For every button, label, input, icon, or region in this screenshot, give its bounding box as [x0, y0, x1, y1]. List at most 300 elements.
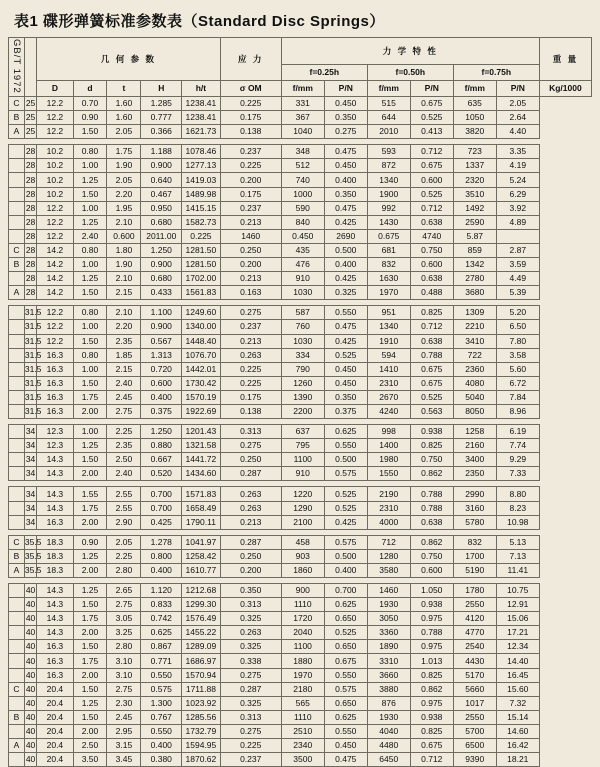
- cell-p1: 1860: [281, 563, 324, 577]
- cell-p1: 910: [281, 272, 324, 286]
- cell-h-over-t: 1.100: [141, 306, 182, 320]
- cell-h-over-t: 1.300: [141, 696, 182, 710]
- cell-weight: 14.40: [496, 654, 539, 668]
- cell-d: 10.2: [37, 173, 73, 187]
- row-group-label: [9, 467, 25, 481]
- cell-p2: 1340: [367, 173, 410, 187]
- cell-weight: 3.35: [496, 145, 539, 159]
- cell-H: 2.50: [107, 453, 141, 467]
- cell-sigma: 1621.73: [182, 125, 220, 139]
- cell-h-over-t: 0.567: [141, 334, 182, 348]
- cell-D: 31.5: [24, 320, 36, 334]
- cell-f3: 0.712: [410, 201, 453, 215]
- cell-f2: 2690: [324, 229, 367, 243]
- cell-f2: 0.475: [324, 320, 367, 334]
- row-group-label: A: [9, 125, 25, 139]
- cell-H: 1.95: [107, 201, 141, 215]
- cell-p1: 476: [281, 258, 324, 272]
- cell-p1: 1030: [281, 286, 324, 300]
- cell-sigma: 1434.60: [182, 467, 220, 481]
- cell-f1: 0.225: [220, 159, 281, 173]
- cell-f3: 0.712: [410, 145, 453, 159]
- cell-h-over-t: 1.188: [141, 145, 182, 159]
- cell-p1: 2510: [281, 724, 324, 738]
- cell-f2: 0.400: [324, 258, 367, 272]
- row-group-label: C: [9, 97, 25, 111]
- cell-sigma: 1258.42: [182, 549, 220, 563]
- cell-t: 0.80: [73, 348, 107, 362]
- cell-d: 14.3: [37, 612, 73, 626]
- cell-t: 1.75: [73, 612, 107, 626]
- cell-f3: 0.788: [410, 501, 453, 515]
- cell-f1: 0.225: [220, 97, 281, 111]
- cell-t: 0.70: [73, 97, 107, 111]
- cell-p1: 1100: [281, 453, 324, 467]
- cell-h-over-t: 0.777: [141, 111, 182, 125]
- col-p1: P/N: [324, 81, 367, 97]
- cell-H: 2.05: [107, 535, 141, 549]
- cell-d: 10.2: [37, 187, 73, 201]
- cell-p2: 1550: [367, 467, 410, 481]
- cell-weight: 8.96: [496, 404, 539, 418]
- cell-weight: 2.64: [496, 111, 539, 125]
- table-row: [9, 563, 592, 577]
- cell-f3: 0.975: [410, 696, 453, 710]
- cell-H: 2.40: [107, 376, 141, 390]
- cell-f2: 0.525: [324, 348, 367, 362]
- col-d: d: [73, 81, 107, 97]
- table-row: [9, 515, 592, 529]
- cell-p3: 5190: [453, 563, 496, 577]
- cell-p3: 1780: [453, 584, 496, 598]
- cell-weight: [496, 229, 539, 243]
- cell-p2: 876: [367, 696, 410, 710]
- cell-d: 12.2: [37, 320, 73, 334]
- col-D: D: [37, 81, 73, 97]
- cell-p2: 593: [367, 145, 410, 159]
- cell-f1: 0.275: [220, 439, 281, 453]
- cell-h-over-t: 0.950: [141, 201, 182, 215]
- cell-p3: 1337: [453, 159, 496, 173]
- cell-H: 2.65: [107, 584, 141, 598]
- cell-d: 20.4: [37, 682, 73, 696]
- row-group-label: [9, 173, 25, 187]
- row-group-label: [9, 376, 25, 390]
- cell-sigma: 1489.98: [182, 187, 220, 201]
- cell-H: 2.35: [107, 439, 141, 453]
- cell-p1: 1110: [281, 710, 324, 724]
- cell-p1: 760: [281, 320, 324, 334]
- cell-D: 40: [24, 654, 36, 668]
- cell-f1: 0.138: [220, 125, 281, 139]
- cell-p3: 1017: [453, 696, 496, 710]
- cell-t: 1.50: [73, 376, 107, 390]
- table-row: [9, 487, 592, 501]
- cell-p2: 3310: [367, 654, 410, 668]
- table-row: [9, 376, 592, 390]
- cell-d: 20.4: [37, 710, 73, 724]
- cell-d: 16.3: [37, 348, 73, 362]
- cell-d: 16.3: [37, 640, 73, 654]
- table-row: [9, 111, 592, 125]
- group-col-header: [24, 38, 36, 97]
- row-group-label: [9, 654, 25, 668]
- cell-p1: 348: [281, 145, 324, 159]
- cell-H: 2.40: [107, 467, 141, 481]
- cell-h-over-t: 0.700: [141, 501, 182, 515]
- cell-weight: 3.59: [496, 258, 539, 272]
- row-group-label: [9, 362, 25, 376]
- cell-p2: 951: [367, 306, 410, 320]
- row-group-label: [9, 453, 25, 467]
- cell-sigma: 1570.19: [182, 390, 220, 404]
- cell-t: 0.90: [73, 535, 107, 549]
- cell-p1: 458: [281, 535, 324, 549]
- cell-f2: 0.450: [324, 739, 367, 753]
- cell-h-over-t: 1.250: [141, 425, 182, 439]
- cell-f3: 0.675: [410, 362, 453, 376]
- cell-t: 1.55: [73, 487, 107, 501]
- cell-h-over-t: 1.313: [141, 348, 182, 362]
- table-row: [9, 501, 592, 515]
- cell-p1: 1040: [281, 125, 324, 139]
- cell-sigma: 1594.95: [182, 739, 220, 753]
- cell-f2: 0.625: [324, 425, 367, 439]
- row-group-label: A: [9, 563, 25, 577]
- cell-f1: 0.338: [220, 654, 281, 668]
- cell-D: 28: [24, 173, 36, 187]
- cell-p3: 1492: [453, 201, 496, 215]
- cell-t: 2.40: [73, 229, 107, 243]
- cell-d: 14.3: [37, 598, 73, 612]
- cell-H: 2.45: [107, 710, 141, 724]
- cell-t: 2.00: [73, 724, 107, 738]
- cell-p3: 2360: [453, 362, 496, 376]
- cell-f3: 0.825: [410, 306, 453, 320]
- cell-D: 31.5: [24, 404, 36, 418]
- cell-h-over-t: 0.700: [141, 487, 182, 501]
- cell-H: 1.90: [107, 258, 141, 272]
- row-group-label: [9, 487, 25, 501]
- cell-H: 2.10: [107, 215, 141, 229]
- cell-D: 40: [24, 696, 36, 710]
- cell-H: 2.55: [107, 487, 141, 501]
- cell-p3: 5040: [453, 390, 496, 404]
- cell-f2: 0.625: [324, 598, 367, 612]
- load-025-header: f=0.25h: [281, 65, 367, 81]
- col-H: H: [141, 81, 182, 97]
- cell-d: 14.3: [37, 584, 73, 598]
- cell-D: 34: [24, 439, 36, 453]
- cell-p1: 1880: [281, 654, 324, 668]
- cell-d: 12.2: [37, 125, 73, 139]
- cell-D: 40: [24, 710, 36, 724]
- cell-p2: 1980: [367, 453, 410, 467]
- cell-t: 1.25: [73, 439, 107, 453]
- cell-H: 3.45: [107, 753, 141, 767]
- cell-d: 20.4: [37, 739, 73, 753]
- cell-weight: 7.80: [496, 334, 539, 348]
- stress-header: 应 力: [220, 38, 281, 81]
- table-row: [9, 159, 592, 173]
- table-row: [9, 425, 592, 439]
- cell-D: 31.5: [24, 390, 36, 404]
- table-row: [9, 215, 592, 229]
- cell-p2: 3360: [367, 626, 410, 640]
- cell-d: 18.3: [37, 549, 73, 563]
- cell-p3: 3680: [453, 286, 496, 300]
- cell-weight: 7.13: [496, 549, 539, 563]
- cell-d: 18.3: [37, 535, 73, 549]
- cell-f1: 0.287: [220, 467, 281, 481]
- cell-p3: 2550: [453, 710, 496, 724]
- cell-p2: 1280: [367, 549, 410, 563]
- cell-f2: 0.650: [324, 696, 367, 710]
- cell-d: 14.3: [37, 501, 73, 515]
- cell-p1: 2040: [281, 626, 324, 640]
- cell-sigma: 1076.70: [182, 348, 220, 362]
- cell-H: 2.25: [107, 549, 141, 563]
- cell-f2: 0.625: [324, 710, 367, 724]
- cell-p1: 334: [281, 348, 324, 362]
- cell-f2: 0.425: [324, 272, 367, 286]
- cell-weight: 3.92: [496, 201, 539, 215]
- cell-H: 1.60: [107, 111, 141, 125]
- cell-p1: 637: [281, 425, 324, 439]
- cell-h-over-t: 0.900: [141, 258, 182, 272]
- cell-t: 1.25: [73, 272, 107, 286]
- cell-t: 0.80: [73, 243, 107, 257]
- table-row: [9, 612, 592, 626]
- table-row: [9, 258, 592, 272]
- cell-weight: 10.98: [496, 515, 539, 529]
- cell-sigma: 1277.13: [182, 159, 220, 173]
- cell-f2: 0.575: [324, 535, 367, 549]
- row-group-label: [9, 404, 25, 418]
- cell-p1: 900: [281, 584, 324, 598]
- cell-p2: 515: [367, 97, 410, 111]
- cell-f2: 0.450: [324, 376, 367, 390]
- row-group-label: C: [9, 535, 25, 549]
- cell-f2: 0.475: [324, 201, 367, 215]
- cell-d: 16.3: [37, 654, 73, 668]
- cell-sigma: 1281.50: [182, 243, 220, 257]
- cell-H: 2.10: [107, 306, 141, 320]
- cell-p1: 2100: [281, 515, 324, 529]
- cell-p3: 8050: [453, 404, 496, 418]
- cell-H: 2.15: [107, 362, 141, 376]
- cell-t: 1.00: [73, 320, 107, 334]
- cell-h-over-t: 2011.00: [141, 229, 182, 243]
- cell-p3: 5780: [453, 515, 496, 529]
- table-row: [9, 145, 592, 159]
- cell-H: 2.10: [107, 272, 141, 286]
- cell-d: 16.3: [37, 515, 73, 529]
- cell-D: 40: [24, 626, 36, 640]
- table-row: [9, 362, 592, 376]
- cell-t: 1.50: [73, 286, 107, 300]
- cell-f3: 0.525: [410, 187, 453, 201]
- row-group-label: [9, 425, 25, 439]
- cell-p2: 2190: [367, 487, 410, 501]
- cell-p2: 681: [367, 243, 410, 257]
- cell-weight: 2.05: [496, 97, 539, 111]
- cell-h-over-t: 0.375: [141, 404, 182, 418]
- cell-D: 28: [24, 229, 36, 243]
- cell-weight: 6.19: [496, 425, 539, 439]
- cell-weight: 5.39: [496, 286, 539, 300]
- row-group-label: [9, 306, 25, 320]
- cell-weight: 18.21: [496, 753, 539, 767]
- cell-f1: 0.250: [220, 549, 281, 563]
- cell-f2: 0.425: [324, 334, 367, 348]
- row-group-label: [9, 724, 25, 738]
- cell-sigma: 1419.03: [182, 173, 220, 187]
- table-row: [9, 753, 592, 767]
- table-row: [9, 272, 592, 286]
- cell-h-over-t: 0.400: [141, 563, 182, 577]
- cell-D: 28: [24, 258, 36, 272]
- cell-f3: 0.600: [410, 258, 453, 272]
- cell-f1: 0.325: [220, 696, 281, 710]
- cell-f2: 0.650: [324, 640, 367, 654]
- cell-p3: 2350: [453, 467, 496, 481]
- cell-sigma: 1455.22: [182, 626, 220, 640]
- cell-h-over-t: 0.680: [141, 215, 182, 229]
- cell-f1: 0.350: [220, 584, 281, 598]
- cell-f2: 0.475: [324, 145, 367, 159]
- cell-weight: 11.41: [496, 563, 539, 577]
- cell-sigma: 1201.43: [182, 425, 220, 439]
- cell-f2: 0.675: [324, 654, 367, 668]
- cell-f1: 0.213: [220, 272, 281, 286]
- cell-p1: 790: [281, 362, 324, 376]
- cell-sigma: 1281.50: [182, 258, 220, 272]
- cell-weight: 16.42: [496, 739, 539, 753]
- cell-weight: 5.24: [496, 173, 539, 187]
- cell-p3: 5660: [453, 682, 496, 696]
- table-row: [9, 404, 592, 418]
- cell-p2: 3880: [367, 682, 410, 696]
- table-row: [9, 201, 592, 215]
- cell-p3: 1342: [453, 258, 496, 272]
- cell-f1: 0.287: [220, 682, 281, 696]
- cell-weight: 6.29: [496, 187, 539, 201]
- cell-D: 28: [24, 215, 36, 229]
- cell-p3: 3160: [453, 501, 496, 515]
- cell-t: 1.50: [73, 125, 107, 139]
- cell-D: 31.5: [24, 362, 36, 376]
- cell-f3: 0.938: [410, 425, 453, 439]
- cell-t: 1.00: [73, 159, 107, 173]
- cell-D: 25: [24, 111, 36, 125]
- cell-weight: 5.20: [496, 306, 539, 320]
- cell-H: 2.15: [107, 286, 141, 300]
- cell-f3: 0.563: [410, 404, 453, 418]
- cell-h-over-t: 0.400: [141, 739, 182, 753]
- cell-p3: 1309: [453, 306, 496, 320]
- cell-d: 10.2: [37, 145, 73, 159]
- cell-p2: 6450: [367, 753, 410, 767]
- side-standard-label: GB/T 1972: [9, 38, 25, 97]
- cell-D: 35.5: [24, 535, 36, 549]
- cell-f2: 0.575: [324, 467, 367, 481]
- cell-d: 12.2: [37, 229, 73, 243]
- cell-d: 16.3: [37, 404, 73, 418]
- cell-H: 2.75: [107, 598, 141, 612]
- cell-weight: 7.32: [496, 696, 539, 710]
- cell-f2: 0.525: [324, 626, 367, 640]
- cell-h-over-t: 0.680: [141, 272, 182, 286]
- cell-weight: 8.80: [496, 487, 539, 501]
- cell-weight: 5.60: [496, 362, 539, 376]
- cell-sigma: 1415.15: [182, 201, 220, 215]
- table-row: [9, 125, 592, 139]
- row-group-label: A: [9, 739, 25, 753]
- row-group-label: C: [9, 243, 25, 257]
- cell-sigma: 1285.56: [182, 710, 220, 724]
- cell-H: 2.75: [107, 404, 141, 418]
- cell-weight: 4.89: [496, 215, 539, 229]
- cell-p1: 435: [281, 243, 324, 257]
- cell-f3: 0.525: [410, 111, 453, 125]
- cell-h-over-t: 1.285: [141, 97, 182, 111]
- cell-p2: 1910: [367, 334, 410, 348]
- cell-f3: 0.825: [410, 439, 453, 453]
- cell-sigma: 1870.62: [182, 753, 220, 767]
- cell-f1: 0.313: [220, 425, 281, 439]
- col-h-over-t: h/t: [182, 81, 220, 97]
- cell-f2: 0.550: [324, 724, 367, 738]
- cell-weight: 4.40: [496, 125, 539, 139]
- cell-d: 12.2: [37, 334, 73, 348]
- row-group-label: [9, 145, 25, 159]
- cell-D: 40: [24, 682, 36, 696]
- row-group-label: B: [9, 258, 25, 272]
- cell-h-over-t: 0.900: [141, 320, 182, 334]
- cell-h-over-t: 0.550: [141, 668, 182, 682]
- cell-f3: 0.825: [410, 668, 453, 682]
- cell-h-over-t: 0.366: [141, 125, 182, 139]
- cell-D: 31.5: [24, 348, 36, 362]
- cell-f1: 0.237: [220, 145, 281, 159]
- cell-p2: 1970: [367, 286, 410, 300]
- cell-d: 12.2: [37, 111, 73, 125]
- cell-D: 25: [24, 97, 36, 111]
- table-row: [9, 584, 592, 598]
- cell-f1: 0.287: [220, 535, 281, 549]
- col-f3: f/mm: [453, 81, 496, 97]
- table-row: [9, 97, 592, 111]
- table-row: [9, 654, 592, 668]
- cell-f3: 0.638: [410, 515, 453, 529]
- weight-header: 重 量: [539, 38, 591, 81]
- cell-f3: 0.975: [410, 612, 453, 626]
- cell-weight: 6.50: [496, 320, 539, 334]
- cell-p1: 565: [281, 696, 324, 710]
- cell-p3: 4770: [453, 626, 496, 640]
- cell-f3: 0.675: [410, 376, 453, 390]
- cell-sigma: 1702.00: [182, 272, 220, 286]
- cell-f1: 0.275: [220, 668, 281, 682]
- cell-p1: 1030: [281, 334, 324, 348]
- cell-H: 3.25: [107, 626, 141, 640]
- cell-p3: 9390: [453, 753, 496, 767]
- cell-p2: 1890: [367, 640, 410, 654]
- cell-f3: 0.825: [410, 724, 453, 738]
- cell-p2: 1630: [367, 272, 410, 286]
- cell-p3: 2780: [453, 272, 496, 286]
